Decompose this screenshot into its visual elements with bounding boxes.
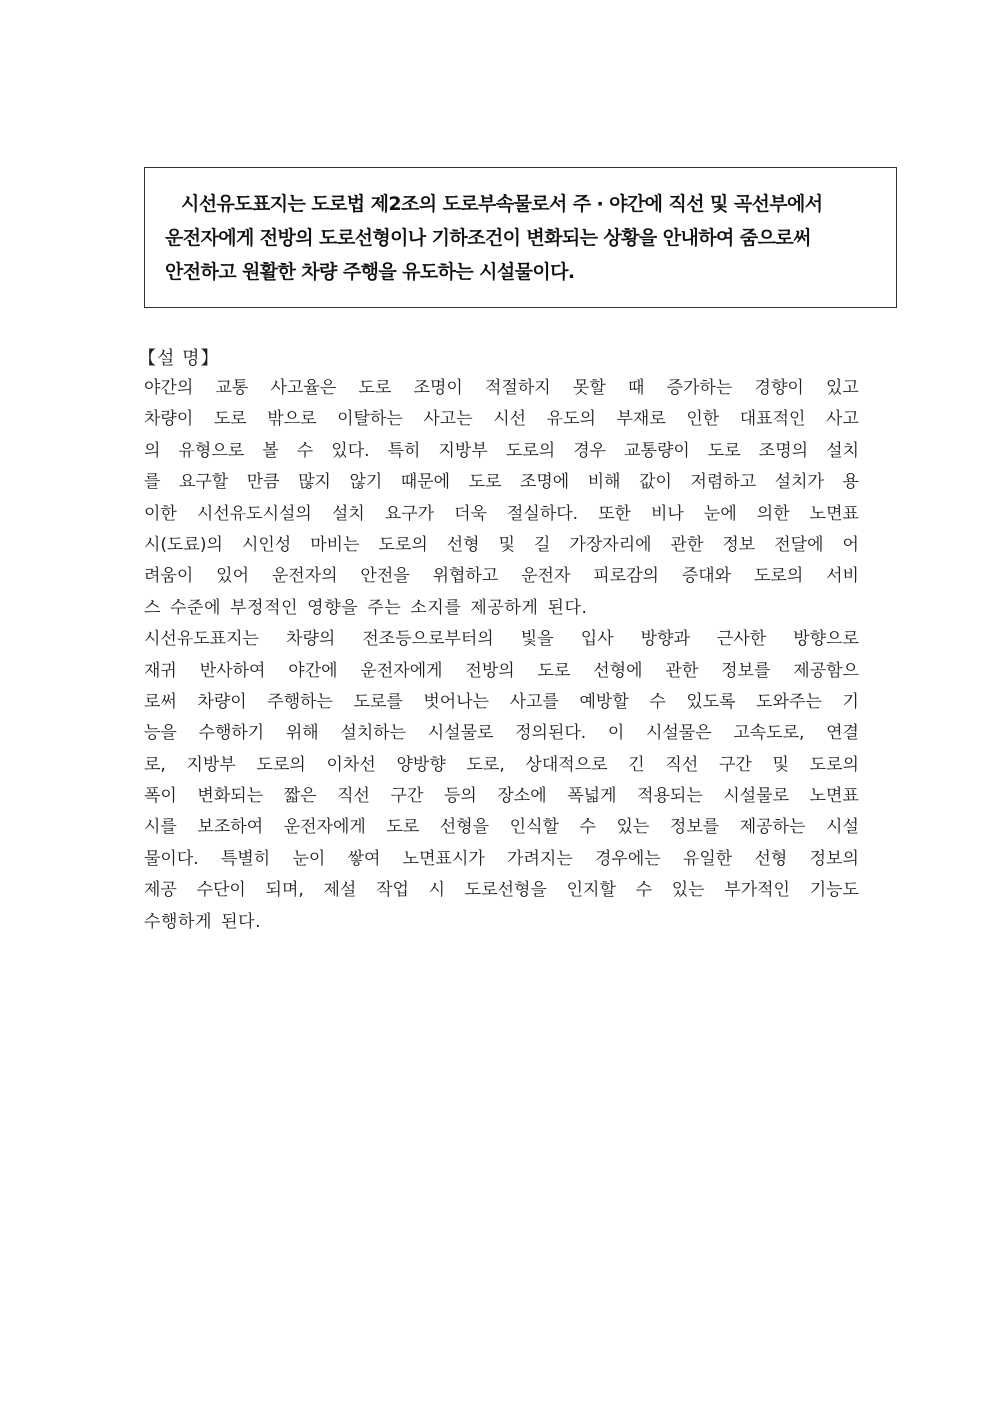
body-word: 방향과 [640, 629, 690, 650]
body-word: 상대적으로 [525, 754, 608, 775]
body-word: 주행하는 [267, 691, 333, 712]
body-word: 구간 [390, 786, 424, 807]
body-word: 이차선 [326, 754, 376, 775]
body-word: 서비 [826, 566, 859, 587]
body-word: 노면표 [809, 786, 859, 807]
body-text [144, 373, 859, 938]
body-word: 로, [144, 754, 166, 775]
body-word: 위협하고 [432, 566, 499, 587]
body-line [144, 593, 859, 624]
body-word: 시선유도시설의 [196, 503, 312, 524]
body-word: 도로의 [256, 754, 306, 775]
body-word: 길 [534, 534, 551, 555]
body-word: 연결 [826, 723, 859, 744]
body-word: 더욱 [454, 503, 487, 524]
body-word: 절실하다. [506, 503, 579, 524]
body-word: 긴 [628, 754, 645, 775]
body-word: 유일한 [682, 848, 733, 869]
body-word: 인한 [686, 409, 720, 430]
body-word: 시설물로 [427, 723, 494, 744]
body-word: 관한 [665, 660, 699, 681]
body-word: 제공 [144, 880, 177, 901]
body-line [144, 844, 859, 875]
body-word: 방향으로 [793, 629, 859, 650]
body-word: 비나 [651, 503, 684, 524]
body-word: 어 [842, 534, 859, 555]
body-word: 경우에는 [595, 848, 661, 869]
body-word: 시설 [826, 817, 859, 838]
body-word: 부가적인 [724, 880, 790, 901]
body-word: 때문에 [400, 472, 451, 493]
body-word: 가장자리에 [569, 534, 652, 555]
body-word: 차량이 [197, 691, 247, 712]
body-word: 마비는 [310, 534, 360, 555]
body-word: 반사하여 [199, 660, 266, 681]
body-word: 지방부 [186, 754, 236, 775]
body-word: 선형 [446, 534, 480, 555]
body-word: 조명의 [758, 440, 809, 461]
body-word: 기능도 [809, 880, 859, 901]
body-word: 재귀 [144, 660, 177, 681]
body-word: 때 [627, 378, 645, 398]
body-word: 정보의 [809, 848, 859, 869]
body-word: 설치 [331, 503, 365, 524]
body-word: 부재로 [616, 409, 666, 430]
body-word: 비해 [587, 472, 621, 493]
body-word: 전방의 [465, 660, 515, 681]
body-word: 피로감의 [593, 566, 659, 587]
body-word: 이한 [144, 503, 177, 524]
body-word: 제공함으 [793, 660, 859, 681]
body-line [144, 436, 859, 467]
body-line [144, 687, 859, 718]
body-word: 정보를 [669, 817, 720, 838]
body-word: 도로의 [378, 534, 428, 555]
body-word: 운전자 [521, 566, 571, 587]
body-word: 변화되는 [197, 786, 264, 807]
body-line [144, 812, 859, 843]
body-line-text: 스 수준에 부정적인 영향을 주는 소지를 제공하게 된다. [144, 597, 588, 618]
body-word: 전달에 [774, 534, 824, 555]
body-line [144, 404, 859, 435]
body-word: 정보를 [721, 660, 771, 681]
body-word: 경향이 [754, 378, 804, 398]
body-word: 증대와 [681, 566, 732, 587]
body-line [144, 750, 859, 781]
body-word: 설치가 [774, 472, 824, 493]
body-line [144, 624, 859, 655]
body-word: 차량이 [144, 409, 194, 430]
body-line [144, 907, 859, 938]
body-line [144, 656, 859, 687]
body-word: 지방부 [438, 440, 488, 461]
body-word: 노면표시가 [402, 848, 485, 869]
body-word: 사고는 [423, 409, 473, 430]
body-word: 적용되는 [637, 786, 703, 807]
body-word: 정의된다. [515, 723, 587, 744]
body-word: 특별히 [220, 848, 271, 869]
body-word: 만큼 [246, 472, 280, 493]
body-word: 관한 [670, 534, 704, 555]
body-word: 도로의 [809, 754, 859, 775]
body-word: 눈에 [703, 503, 737, 524]
body-word: 조명에 [519, 472, 570, 493]
body-word: 짧은 [283, 786, 317, 807]
body-line [144, 530, 859, 561]
body-word: 있도록 [686, 691, 736, 712]
body-word: 및 [772, 754, 789, 775]
body-word: 전조등으로부터의 [362, 629, 494, 650]
body-word: 위해 [285, 723, 319, 744]
body-word: 인지할 [566, 880, 616, 901]
body-line [144, 875, 859, 906]
body-line [144, 467, 859, 498]
body-word: 작업 [376, 880, 409, 901]
body-word: 및 [498, 534, 516, 555]
body-word: 가려지는 [507, 848, 573, 869]
body-word: 요구가 [384, 503, 435, 524]
body-word: 있다. [331, 440, 370, 461]
body-word: 많지 [298, 472, 331, 493]
body-word: 시 [428, 880, 446, 901]
body-word: 유형으로 [178, 440, 245, 461]
body-word: 볼 [262, 440, 279, 461]
body-word: 의한 [756, 503, 790, 524]
body-word: 선형을 [439, 817, 490, 838]
body-word: 되며, [265, 880, 304, 901]
body-line [144, 718, 859, 749]
body-word: 있고 [826, 378, 859, 398]
body-word: 려움이 [144, 566, 194, 587]
body-word: 도로 [537, 660, 571, 681]
body-word: 설치하는 [340, 723, 407, 744]
body-line [144, 499, 859, 530]
body-word: 야간에 [288, 660, 338, 681]
body-word: 수행하기 [198, 723, 265, 744]
body-word: 제설 [323, 880, 357, 901]
body-word: 도로를 [353, 691, 403, 712]
body-word: 않기 [349, 472, 383, 493]
body-word: 정보 [722, 534, 756, 555]
body-word: 의 [144, 440, 161, 461]
body-word: 로써 [144, 691, 177, 712]
body-word: 도로 [358, 378, 392, 398]
body-word: 교통 [215, 378, 249, 398]
body-word: 도로, [466, 754, 505, 775]
body-word: 수 [649, 691, 666, 712]
body-word: 교통량이 [624, 440, 690, 461]
body-word: 보조하여 [197, 817, 264, 838]
body-word: 물이다. [144, 848, 199, 869]
body-word: 쌓여 [347, 848, 381, 869]
body-word: 폭이 [144, 786, 177, 807]
body-word: 시설물은 [645, 723, 712, 744]
body-word: 있는 [616, 817, 650, 838]
body-word: 구간 [718, 754, 752, 775]
body-word: 를 [144, 472, 161, 493]
body-word: 도로 [386, 817, 420, 838]
body-word: 이 [607, 723, 625, 744]
body-word: 이탈하는 [337, 409, 403, 430]
body-word: 특히 [387, 440, 421, 461]
body-word: 운전자에게 [283, 817, 366, 838]
body-word: 야간의 [144, 378, 194, 398]
body-word: 수단이 [196, 880, 246, 901]
body-word: 양방향 [396, 754, 446, 775]
body-word: 시선유도표지는 [144, 629, 259, 650]
body-word: 설치 [826, 440, 859, 461]
definition-box [144, 167, 897, 308]
body-word: 사고 [826, 409, 859, 430]
body-word: 운전자에게 [360, 660, 443, 681]
body-word: 눈이 [292, 848, 326, 869]
body-word: 시(도료)의 [144, 534, 223, 555]
body-word: 벗어나는 [423, 691, 490, 712]
body-word: 능을 [144, 723, 177, 744]
body-word: 빛을 [520, 629, 554, 650]
body-word: 밖으로 [267, 409, 317, 430]
section-heading: 【설 명】 [138, 348, 220, 369]
body-word: 인식할 [509, 817, 559, 838]
body-word: 경우 [573, 440, 607, 461]
body-word: 증가하는 [666, 378, 733, 398]
body-word: 적절하지 [485, 378, 551, 398]
body-word: 도로 [707, 440, 741, 461]
body-word: 용 [842, 472, 859, 493]
body-word: 선형에 [593, 660, 643, 681]
body-word: 도로 [468, 472, 502, 493]
body-word: 수 [579, 817, 596, 838]
body-word: 조명이 [413, 378, 463, 398]
body-word: 수 [635, 880, 653, 901]
body-line [144, 561, 859, 592]
body-word: 도로의 [753, 566, 804, 587]
body-word: 또한 [598, 503, 631, 524]
body-word: 대표적인 [739, 409, 806, 430]
body-word: 등의 [443, 786, 477, 807]
body-line-text: 수행하게 된다. [144, 911, 262, 932]
body-word: 시를 [144, 817, 177, 838]
body-word: 시설물로 [723, 786, 790, 807]
definition-line: 시선유도표지는 도로법 제2조의 도로부속물로서 주 · 야간에 직선 및 곡선부에서 [181, 193, 823, 215]
definition-line: 안전하고 원활한 차량 주행을 유도하는 시설물이다. [165, 261, 575, 283]
body-word: 제공하는 [739, 817, 806, 838]
body-word: 유도의 [546, 409, 596, 430]
body-word: 운전자의 [271, 566, 338, 587]
body-word: 입사 [580, 629, 614, 650]
body-word: 수 [296, 440, 314, 461]
body-word: 시선 [493, 409, 527, 430]
body-word: 못할 [572, 378, 606, 398]
body-word: 도와주는 [756, 691, 822, 712]
body-word: 도로선형을 [464, 880, 547, 901]
body-word: 장소에 [497, 786, 547, 807]
body-word: 안전을 [360, 566, 410, 587]
body-word: 예방할 [579, 691, 629, 712]
body-word: 폭넓게 [567, 786, 617, 807]
body-word: 노면표 [809, 503, 859, 524]
body-word: 직선 [665, 754, 699, 775]
body-word: 있어 [216, 566, 249, 587]
body-line [144, 781, 859, 812]
body-word: 차량의 [286, 629, 336, 650]
body-line [144, 373, 859, 404]
body-word: 사고를 [509, 691, 559, 712]
body-word: 요구할 [178, 472, 229, 493]
body-word: 있는 [671, 880, 705, 901]
body-word: 근사한 [716, 629, 767, 650]
body-word: 고속도로, [733, 723, 805, 744]
body-word: 기 [842, 691, 859, 712]
body-word: 값이 [639, 472, 672, 493]
definition-line: 운전자에게 전방의 도로선형이나 기하조건이 변화되는 상황을 안내하여 줌으로써 [165, 227, 811, 249]
body-word: 저렴하고 [690, 472, 757, 493]
body-word: 도로의 [505, 440, 556, 461]
body-word: 선형 [754, 848, 788, 869]
body-word: 사고율은 [270, 378, 337, 398]
body-word: 도로 [213, 409, 247, 430]
body-word: 시인성 [241, 534, 292, 555]
body-word: 직선 [337, 786, 370, 807]
